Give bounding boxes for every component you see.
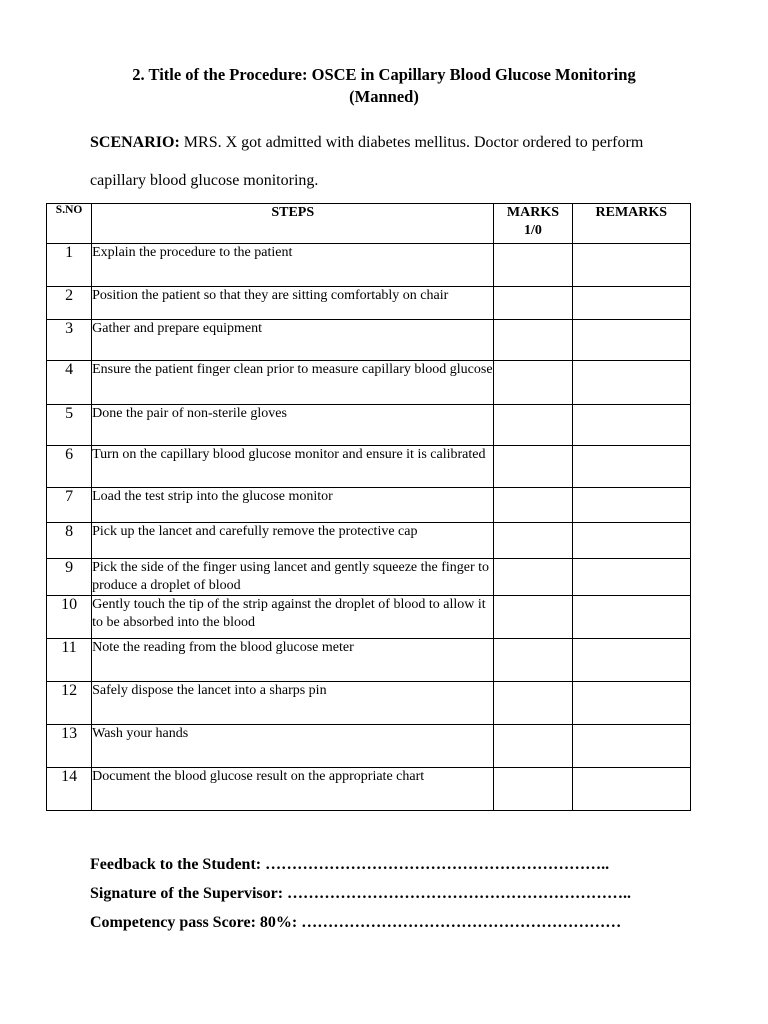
row-marks-cell bbox=[494, 523, 572, 559]
row-remarks-cell bbox=[572, 768, 690, 811]
header-sno: S.NO bbox=[47, 204, 92, 244]
row-remarks-cell bbox=[572, 405, 690, 446]
row-sno: 12 bbox=[47, 682, 92, 725]
row-remarks-cell bbox=[572, 287, 690, 320]
evaluation-footer bbox=[90, 850, 730, 937]
row-remarks-cell bbox=[572, 320, 690, 361]
procedure-title bbox=[90, 64, 678, 108]
row-marks-cell bbox=[494, 596, 572, 639]
row-marks-cell bbox=[494, 405, 572, 446]
row-step: Gather and prepare equipment bbox=[92, 320, 494, 361]
row-sno: 2 bbox=[47, 287, 92, 320]
row-step: Position the patient so that they are sitting comfortably on chair bbox=[92, 287, 494, 320]
header-remarks: REMARKS bbox=[572, 204, 690, 244]
table-row bbox=[47, 596, 691, 639]
row-remarks-cell bbox=[572, 596, 690, 639]
table-row bbox=[47, 320, 691, 361]
row-step: Explain the procedure to the patient bbox=[92, 244, 494, 287]
row-remarks-cell bbox=[572, 244, 690, 287]
row-sno: 13 bbox=[47, 725, 92, 768]
row-marks-cell bbox=[494, 682, 572, 725]
row-sno: 7 bbox=[47, 488, 92, 523]
header-marks-line1: MARKS bbox=[506, 205, 560, 220]
row-sno: 6 bbox=[47, 446, 92, 488]
table-row bbox=[47, 446, 691, 488]
table-header-row bbox=[47, 204, 691, 244]
table-row bbox=[47, 488, 691, 523]
title-line-2: (Manned) bbox=[349, 87, 419, 106]
row-sno: 3 bbox=[47, 320, 92, 361]
row-marks-cell bbox=[494, 446, 572, 488]
row-remarks-cell bbox=[572, 682, 690, 725]
header-marks-line2: 1/0 bbox=[524, 223, 542, 238]
row-step: Gently touch the tip of the strip against the droplet of blood to allow it to be absorbed into the blood bbox=[92, 596, 494, 639]
row-sno: 11 bbox=[47, 639, 92, 682]
row-marks-cell bbox=[494, 320, 572, 361]
feedback-line: Feedback to the Student: ……………………………………………………….. bbox=[90, 856, 610, 873]
header-steps: STEPS bbox=[92, 204, 494, 244]
signature-line: Signature of the Supervisor: ……………………………………………………….. bbox=[90, 885, 632, 902]
row-step: Safely dispose the lancet into a sharps pin bbox=[92, 682, 494, 725]
row-marks-cell bbox=[494, 361, 572, 405]
table-row bbox=[47, 287, 691, 320]
table-row bbox=[47, 682, 691, 725]
row-marks-cell bbox=[494, 639, 572, 682]
row-sno: 5 bbox=[47, 405, 92, 446]
row-step: Pick up the lancet and carefully remove the protective cap bbox=[92, 523, 494, 559]
row-step: Load the test strip into the glucose monitor bbox=[92, 488, 494, 523]
scenario-label: SCENARIO: bbox=[90, 134, 180, 151]
row-remarks-cell bbox=[572, 523, 690, 559]
steps-table bbox=[46, 203, 691, 811]
row-remarks-cell bbox=[572, 488, 690, 523]
row-step: Note the reading from the blood glucose meter bbox=[92, 639, 494, 682]
title-line-1: 2. Title of the Procedure: OSCE in Capillary Blood Glucose Monitoring bbox=[132, 65, 636, 84]
row-sno: 1 bbox=[47, 244, 92, 287]
scenario-text: MRS. X got admitted with diabetes mellitus. Doctor ordered to perform capillary blood glucose monitoring. bbox=[90, 134, 644, 189]
row-marks-cell bbox=[494, 768, 572, 811]
row-step: Document the blood glucose result on the appropriate chart bbox=[92, 768, 494, 811]
row-marks-cell bbox=[494, 725, 572, 768]
row-step: Turn on the capillary blood glucose monitor and ensure it is calibrated bbox=[92, 446, 494, 488]
table-row bbox=[47, 244, 691, 287]
row-sno: 4 bbox=[47, 361, 92, 405]
row-marks-cell bbox=[494, 488, 572, 523]
header-marks bbox=[494, 204, 572, 244]
row-step: Done the pair of non-sterile gloves bbox=[92, 405, 494, 446]
row-remarks-cell bbox=[572, 446, 690, 488]
row-sno: 9 bbox=[47, 559, 92, 596]
row-marks-cell bbox=[494, 559, 572, 596]
competency-line: Competency pass Score: 80%: …………………………………………………… bbox=[90, 914, 622, 931]
table-row bbox=[47, 725, 691, 768]
row-sno: 14 bbox=[47, 768, 92, 811]
table-row bbox=[47, 768, 691, 811]
table-row bbox=[47, 559, 691, 596]
table-row bbox=[47, 361, 691, 405]
row-remarks-cell bbox=[572, 361, 690, 405]
row-remarks-cell bbox=[572, 559, 690, 596]
row-marks-cell bbox=[494, 287, 572, 320]
row-sno: 10 bbox=[47, 596, 92, 639]
table-row bbox=[47, 523, 691, 559]
table-row bbox=[47, 405, 691, 446]
scenario-paragraph bbox=[90, 124, 690, 200]
row-step: Wash your hands bbox=[92, 725, 494, 768]
row-sno: 8 bbox=[47, 523, 92, 559]
row-remarks-cell bbox=[572, 725, 690, 768]
row-remarks-cell bbox=[572, 639, 690, 682]
row-step: Ensure the patient finger clean prior to measure capillary blood glucose bbox=[92, 361, 494, 405]
row-marks-cell bbox=[494, 244, 572, 287]
table-row bbox=[47, 639, 691, 682]
row-step: Pick the side of the finger using lancet and gently squeeze the finger to produce a droplet of blood bbox=[92, 559, 494, 596]
